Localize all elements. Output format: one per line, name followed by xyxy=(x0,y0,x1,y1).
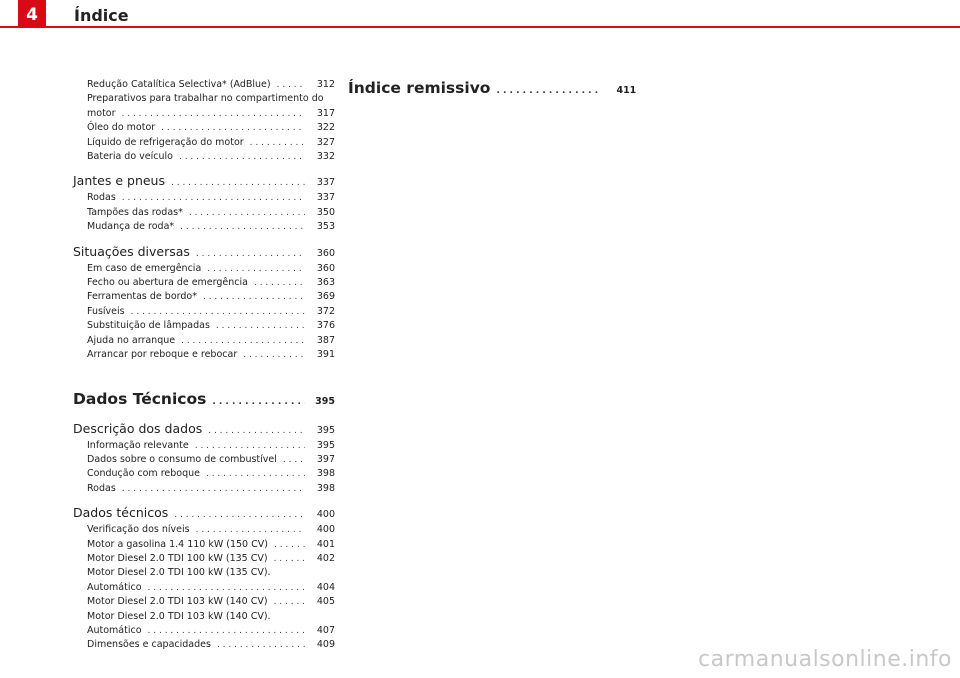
leader-dots xyxy=(180,220,305,234)
toc-chapter xyxy=(348,78,637,101)
toc-entry xyxy=(73,92,335,121)
leader-dots xyxy=(195,439,305,453)
toc-entry-page: 372 xyxy=(316,305,335,317)
toc-entry xyxy=(73,290,335,304)
toc-entry-title: Fecho ou abertura de emergência xyxy=(87,277,248,289)
toc-entry xyxy=(73,523,335,537)
toc-entry-title: Informação relevante xyxy=(87,439,189,451)
leader-dots xyxy=(131,305,305,319)
toc-entry xyxy=(73,319,335,333)
toc-entry-title-line1: Motor Diesel 2.0 TDI 103 kW (140 CV). xyxy=(87,610,271,622)
toc-section xyxy=(73,244,335,262)
leader-dots xyxy=(148,581,305,595)
toc-entry xyxy=(73,482,335,496)
toc-entry-page: 327 xyxy=(316,136,335,148)
toc-entry-page: 397 xyxy=(316,453,335,465)
toc-entry-page: 401 xyxy=(316,538,335,550)
leader-dots xyxy=(274,595,305,609)
toc-entry-title-line2: motor xyxy=(87,107,116,119)
toc-entry xyxy=(73,136,335,150)
toc-left-column xyxy=(73,78,335,653)
toc-entry-page: 405 xyxy=(316,596,335,608)
toc-entry xyxy=(73,439,335,453)
toc-entry-title: Condução com reboque xyxy=(87,468,200,480)
toc-entry-page: 332 xyxy=(316,151,335,163)
toc-entry xyxy=(73,262,335,276)
toc-entry-title: Ferramentas de bordo* xyxy=(87,291,197,303)
toc-entry-page: 317 xyxy=(316,107,335,119)
toc-entry-title: Rodas xyxy=(87,192,116,204)
toc-entry-page: 363 xyxy=(316,277,335,289)
toc-entry-page: 376 xyxy=(316,320,335,332)
page-title: Índice xyxy=(74,6,129,25)
toc-entry xyxy=(73,220,335,234)
toc-entry-title: Redução Catalítica Selectiva* (AdBlue) xyxy=(87,79,271,90)
page-number: 4 xyxy=(18,0,46,28)
toc-section-page: 337 xyxy=(316,177,335,189)
leader-dots xyxy=(206,467,305,481)
toc-entry-page: 337 xyxy=(316,192,335,204)
toc-entry xyxy=(73,276,335,290)
toc-entry-page: 400 xyxy=(316,524,335,536)
toc-entry-page: 312 xyxy=(316,79,335,90)
toc-entry xyxy=(73,610,335,639)
toc-entry xyxy=(73,78,335,92)
toc-entry-title: Motor Diesel 2.0 TDI 103 kW (140 CV) xyxy=(87,596,268,608)
toc-section-page: 395 xyxy=(316,424,335,436)
toc-entry xyxy=(73,453,335,467)
toc-entry-title: Bateria do veículo xyxy=(87,151,173,163)
leader-dots xyxy=(196,246,305,262)
toc-entry-page: 409 xyxy=(316,639,335,651)
leader-dots xyxy=(148,624,305,638)
toc-entry-title: Arrancar por reboque e rebocar xyxy=(87,349,238,361)
toc-entry-row xyxy=(87,624,335,638)
toc-section-title: Dados técnicos xyxy=(73,505,169,521)
toc-entry-page: 350 xyxy=(316,206,335,218)
toc-entry-page: 404 xyxy=(316,581,335,593)
toc-entry-page: 369 xyxy=(316,291,335,303)
toc-entry xyxy=(73,206,335,220)
watermark: carmanualsonline.info xyxy=(698,647,952,672)
toc-entry xyxy=(73,150,335,164)
leader-dots xyxy=(122,191,305,205)
leader-dots xyxy=(203,290,305,304)
leader-dots xyxy=(122,107,305,121)
toc-entry-title: Rodas xyxy=(87,482,116,494)
leader-dots xyxy=(217,638,305,652)
toc-entry xyxy=(73,334,335,348)
toc-entry-page: 407 xyxy=(316,624,335,636)
toc-entry-page: 402 xyxy=(316,552,335,564)
toc-section xyxy=(73,505,335,523)
toc-section-title: Jantes e pneus xyxy=(73,173,165,189)
leader-dots xyxy=(283,453,305,467)
leader-dots xyxy=(181,334,305,348)
leader-dots xyxy=(174,507,305,523)
toc-entry-page: 353 xyxy=(316,221,335,233)
toc-entry-row xyxy=(87,581,335,595)
header-divider xyxy=(0,26,960,28)
leader-dots xyxy=(207,262,305,276)
leader-dots xyxy=(274,538,305,552)
toc-entry-title-line2: Automático xyxy=(87,581,142,593)
toc-entry xyxy=(73,191,335,205)
toc-entry xyxy=(73,552,335,566)
toc-entry-page: 398 xyxy=(316,482,335,494)
leader-dots xyxy=(179,150,305,164)
toc-entry-title: Fusíveis xyxy=(87,305,125,317)
toc-right-column xyxy=(348,78,637,101)
toc-entry-page: 398 xyxy=(316,468,335,480)
toc-entry-title: Dados sobre o consumo de combustível xyxy=(87,453,277,465)
toc-entry-title: Tampões das rodas* xyxy=(87,206,183,218)
toc-section xyxy=(73,421,335,439)
toc-entry-row xyxy=(87,107,335,121)
toc-entry xyxy=(73,305,335,319)
toc-section-page: 360 xyxy=(316,247,335,259)
toc-entry-title-line1: Preparativos para trabalhar no compartimento do xyxy=(87,93,324,105)
leader-dots xyxy=(161,121,305,135)
toc-entry-title-line2: Automático xyxy=(87,624,142,636)
toc-section-page: 400 xyxy=(316,509,335,521)
leader-dots xyxy=(250,136,305,150)
toc-entry-title: Líquido de refrigeração do motor xyxy=(87,136,244,148)
toc-entry-title-line1: Motor Diesel 2.0 TDI 100 kW (135 CV). xyxy=(87,567,271,579)
leader-dots xyxy=(216,319,305,333)
leader-dots xyxy=(196,523,305,537)
toc-entry-title: Em caso de emergência xyxy=(87,262,202,274)
toc-entry-title: Dimensões e capacidades xyxy=(87,639,211,651)
toc-section xyxy=(73,173,335,191)
page-header xyxy=(0,0,960,30)
toc-chapter xyxy=(73,389,335,412)
toc-entry-title: Verificação dos níveis xyxy=(87,524,190,536)
leader-dots xyxy=(171,175,305,191)
toc-entry-title: Ajuda no arranque xyxy=(87,334,176,346)
toc-entry xyxy=(73,121,335,135)
toc-entry-page: 322 xyxy=(316,122,335,134)
leader-dots xyxy=(208,423,305,439)
toc-chapter-title: Índice remissivo xyxy=(348,79,491,97)
toc-chapter-title: Dados Técnicos xyxy=(73,389,207,408)
leader-dots xyxy=(212,392,305,412)
toc-entry-page: 387 xyxy=(316,334,335,346)
toc-entry-title: Mudança de roda* xyxy=(87,221,175,233)
toc-entry xyxy=(73,467,335,481)
toc-entry xyxy=(73,538,335,552)
leader-dots xyxy=(496,81,600,101)
toc-chapter-page: 411 xyxy=(616,85,637,96)
toc-entry xyxy=(73,348,335,362)
toc-entry-title: Motor a gasolina 1.4 110 kW (150 CV) xyxy=(87,538,268,550)
leader-dots xyxy=(189,206,305,220)
toc-entry-title: Substituição de lâmpadas xyxy=(87,320,210,332)
toc-entry-title: Motor Diesel 2.0 TDI 100 kW (135 CV) xyxy=(87,552,268,564)
toc-entry-page: 391 xyxy=(316,349,335,361)
toc-chapter-page: 395 xyxy=(315,395,335,407)
toc-section-title: Situações diversas xyxy=(73,243,190,259)
leader-dots xyxy=(243,348,305,362)
toc-entry-page: 360 xyxy=(316,262,335,274)
toc-entry xyxy=(73,595,335,609)
leader-dots xyxy=(277,78,305,92)
leader-dots xyxy=(274,552,305,566)
toc-entry xyxy=(73,566,335,595)
toc-entry xyxy=(73,638,335,652)
toc-entry-page: 395 xyxy=(316,439,335,451)
leader-dots xyxy=(254,276,305,290)
leader-dots xyxy=(122,482,305,496)
toc-section-title: Descrição dos dados xyxy=(73,420,203,436)
toc-entry-title: Óleo do motor xyxy=(87,122,156,134)
